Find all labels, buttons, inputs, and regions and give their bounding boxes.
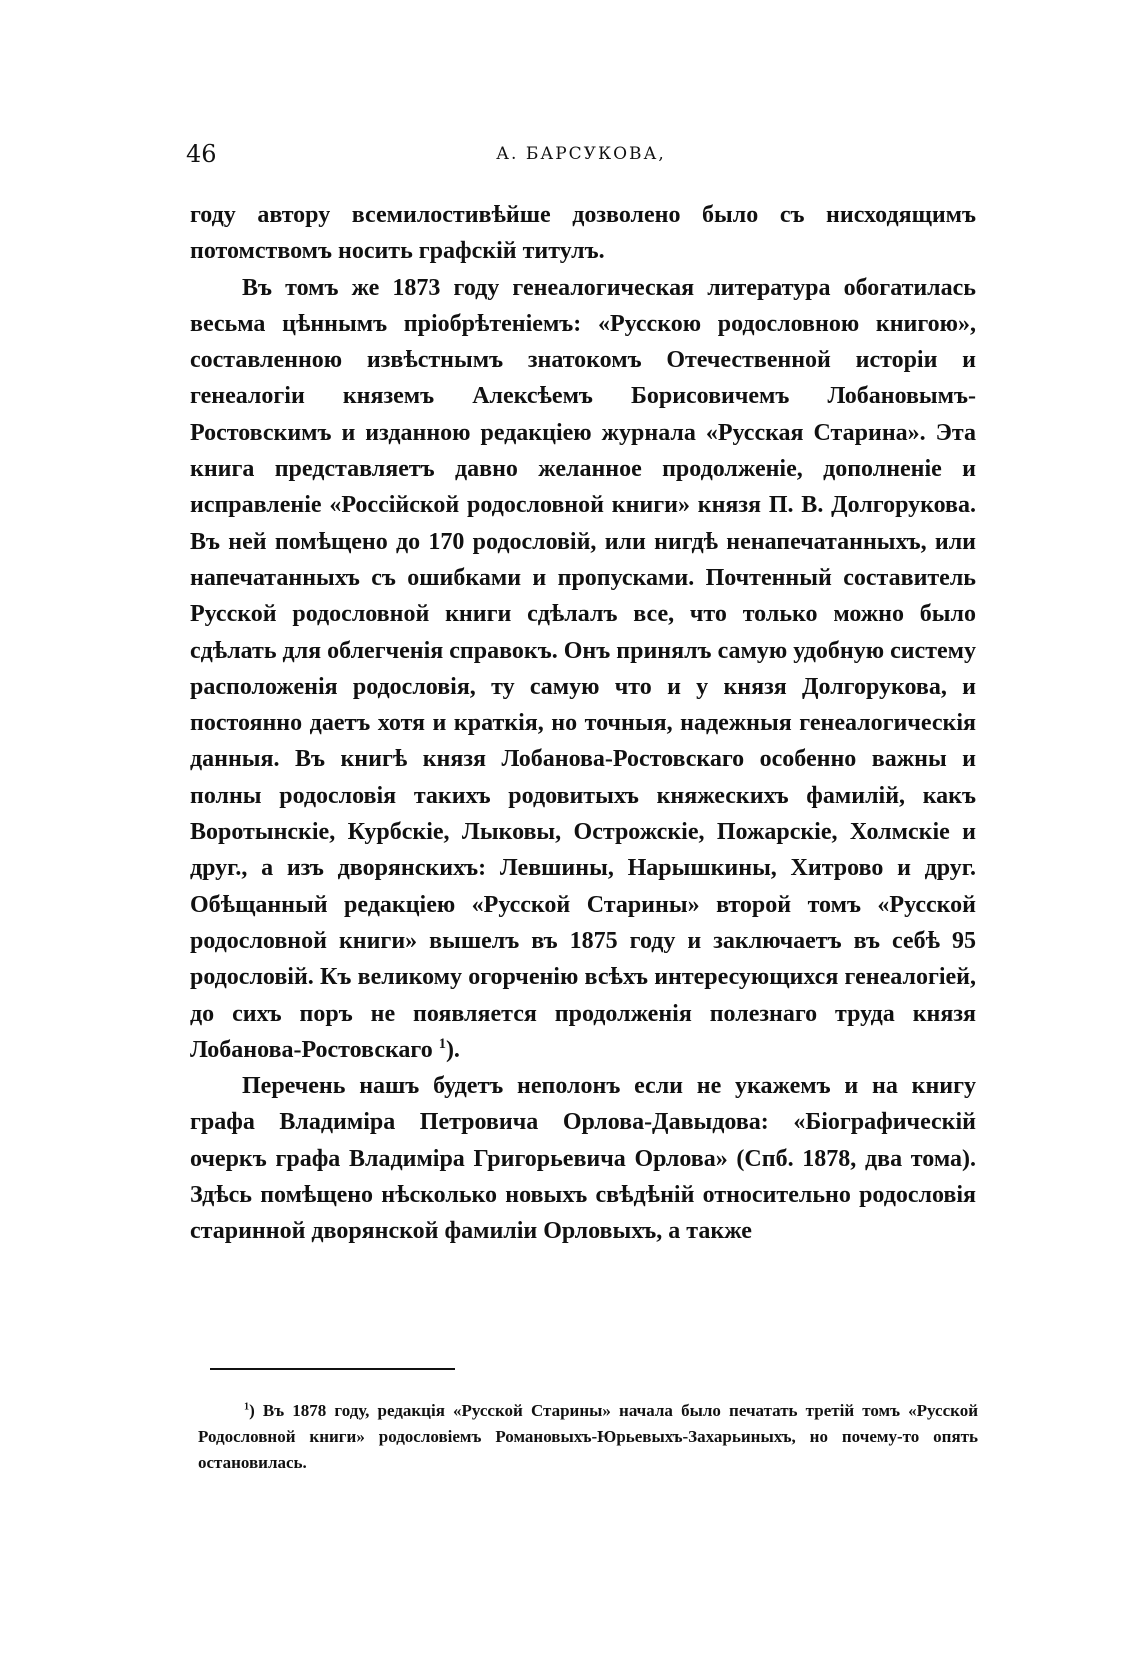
footnote-reference: 1: [438, 1035, 446, 1052]
body-text: [190, 197, 976, 1250]
paragraph-continuation: году автору всемилостивѣйше дозволено было съ нисходящимъ потомствомъ носить графскій титулъ.: [190, 202, 976, 265]
page-number: 46: [186, 140, 217, 168]
paragraph-genealogy-literature: [190, 270, 976, 1069]
paragraph-genealogy-literature-text: Въ томъ же 1873 году генеалогическая литература обогатилась весьма цѣннымъ пріобрѣтеніемъ: «Русскою родословною книгою», составленною извѣстнымъ знатокомъ Отечественной исторіи и генеалогіи княземъ Алексѣемъ Борисовичемъ Лобановымъ-Ростовскимъ и изданною редакціею журнала «Русская Старина». Эта книга представляетъ давно желанное продолженіе, дополненіе и исправленіе «Россійской родословной книги» князя П. В. Долгорукова. Въ ней помѣщено до 170 родословій, или нигдѣ ненапечатанныхъ, или напечатанныхъ съ ошибками и пропусками. Почтенный составитель Русской родословной книги сдѣлалъ все, что только можно было сдѣлать для облегченія справокъ. Онъ принялъ самую удобную систему расположенія родословія, ту самую что и у князя Долгорукова, и постоянно даетъ хотя и краткія, но точныя, надежныя генеалогическія данныя. Въ книгѣ князя Лобанова-Ростовскаго особенно важны и полны родословія такихъ родовитыхъ княжескихъ фамилій, какъ Воротынскіе, Курбскіе, Лыковы, Острожскіе, Пожарскіе, Холмскіе и друг., а изъ дворянскихъ: Левшины, Нарышкины, Хитрово и друг. Обѣщанный редакціею «Русской Старины» второй томъ «Русской родословной книги» вышелъ въ 1875 году и заключаетъ въ себѣ 95 родословій. Къ великому огорченію всѣхъ интересующихся генеалогіей, до сихъ поръ не появляется продолженія полезнаго труда князя Лобанова-Ростовскаго: [190, 274, 976, 1063]
paragraph-genealogy-literature-end: ).: [445, 1036, 460, 1063]
footnote-divider: [210, 1368, 455, 1370]
running-head: [186, 134, 976, 174]
footnotes: [198, 1398, 978, 1476]
running-title: А. БАРСУКОВА,: [496, 144, 666, 164]
paragraph-orlov-book: Перечень нашъ будетъ неполонъ если не укажемъ и на книгу графа Владиміра Петровича Орлова-Давыдова: «Біографическій очеркъ графа Владиміра Григорьевича Орлова» (Спб. 1878, два тома). Здѣсь помѣщено нѣсколько новыхъ свѣдѣній относительно родословія старинной дворянской фамиліи Орловыхъ, а также: [190, 1073, 976, 1245]
footnote: [198, 1398, 978, 1476]
footnote-text: ) Въ 1878 году, редакція «Русской Старины» начала было печатать третій томъ «Русской Родословной книги» родословіемъ Романовыхъ-Юрьевыхъ-Захарьиныхъ, но почему-то опять остановилась.: [198, 1401, 978, 1472]
footnote-marker: 1: [244, 1401, 250, 1413]
